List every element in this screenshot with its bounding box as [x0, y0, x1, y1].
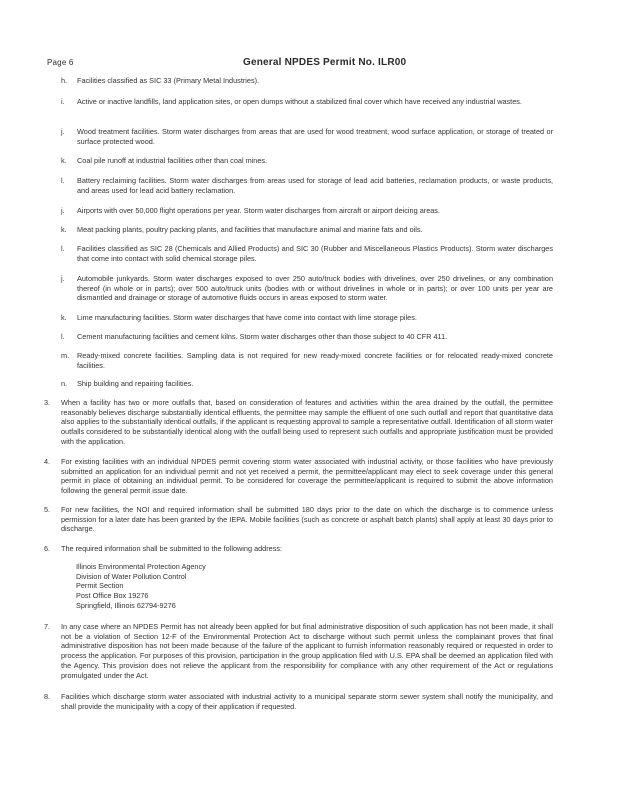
list-item-text: Airports with over 50,000 flight operations per year. Storm water discharges from aircraft or airport deicing areas. — [77, 206, 440, 215]
list-item-label: k. — [61, 313, 67, 322]
list-item-label: h. — [61, 76, 68, 85]
numbered-item-text: For new facilities, the NOI and required information shall be submitted 180 days prior to the date on which the discharge is to commence unless permission for a later date has been granted by the IEPA. Mobile facilities (such as concrete or asphalt batch plants) shall apply at least 30 days prior to discharge. — [61, 505, 553, 534]
address-line: Illinois Environmental Protection Agency — [76, 562, 206, 571]
list-item-label: j. — [61, 206, 65, 215]
list-item-label: k. — [61, 225, 67, 234]
list-item-text: Active or inactive landfills, land application sites, or open dumps without a stabilized final cover which have received any industrial wastes. — [77, 97, 522, 106]
numbered-item-label: 6. — [44, 544, 51, 553]
address-line: Springfield, Illinois 62794-9276 — [76, 600, 176, 610]
address-line: Division of Water Pollution Control — [76, 571, 187, 581]
list-item-label: l. — [61, 176, 65, 185]
list-item-label: l. — [61, 244, 65, 253]
list-item-text: Lime manufacturing facilities. Storm water discharges that have come into contact with lime storage piles. — [77, 313, 417, 322]
numbered-item-label: 7. — [44, 622, 51, 631]
list-item-label: j. — [61, 274, 65, 283]
list-item-text: Facilities classified as SIC 33 (Primary Metal Industries). — [77, 76, 260, 85]
numbered-item-label: 8. — [44, 692, 51, 701]
address-line: Post Office Box 19276 — [76, 591, 149, 601]
address-line: Permit Section — [76, 581, 124, 591]
numbered-item-label: 3. — [44, 398, 51, 407]
list-item-label: k. — [61, 156, 67, 165]
mailing-address — [76, 562, 206, 611]
list-item-text: Wood treatment facilities. Storm water discharges from areas that are used for wood treatment, wood surface application, or storage of treated or surface protected wood. — [77, 127, 553, 146]
numbered-item-text: In any case where an NPDES Permit has not already been applied for but final administrative disposition of such application has not been made, it shall not be a violation of Section 12-F of the Environmental Protection Act to discharge without such permit unless the complainant proves that final administrative disposition has not been made because of the failure of the applicant to furnish information reasonably required or requested in order to process the application. For purposes of this provision, participation in the group application filed with U.S. EPA shall be deemed an application filed with the Agency. This provision does not relieve the applicant from the responsibility for compliance with any other requirement of the Act or regulations promulgated under the Act. — [61, 622, 553, 680]
numbered-item-label: 5. — [44, 505, 51, 514]
list-item-text: Coal pile runoff at industrial facilities other than coal mines. — [77, 156, 268, 165]
list-item-text: Battery reclaiming facilities. Storm water discharges from areas used for storage of lead acid batteries, reclamation products, or waste products, and areas used for lead acid battery reclamation. — [77, 176, 553, 195]
numbered-item-text: For existing facilities with an individual NPDES permit covering storm water associated with industrial activity, or those facilities who have previously submitted an application for an individual permit and not yet received a permit, the permittee/applicant may elect to seek coverage under this general permit in place of obtaining an individual permit. To be considered for coverage the permittee/applicant is required to submit the above information following the general permit issue date. — [61, 457, 553, 496]
numbered-item-label: 4. — [44, 457, 51, 466]
page-number: Page 6 — [47, 58, 74, 67]
list-item-label: l. — [61, 332, 65, 341]
list-item-text: Ready-mixed concrete facilities. Sampling data is not required for new ready-mixed concrete facilities or for relocated ready-mixed concrete facilities. — [77, 351, 553, 370]
list-item-text: Automobile junkyards. Storm water discharges exposed to over 250 auto/truck bodies with drivelines, over 250 drivelines, or any combination thereof (in whole or in parts); over 500 auto/truck units (bodies with or without drivelines in whole or in parts); or over 100 units per year are dismantled and drainage or storage of automotive fluids occurs in areas exposed to storm water. — [77, 274, 553, 303]
list-item-label: j. — [61, 127, 65, 136]
list-item-text: Ship building and repairing facilities. — [77, 379, 194, 388]
numbered-item-text: Facilities which discharge storm water associated with industrial activity to a municipal separate storm sewer system shall notify the municipality, and shall provide the municipality with a copy of their application if requested. — [61, 692, 553, 711]
permit-title: General NPDES Permit No. ILR00 — [243, 57, 407, 68]
list-item-label: n. — [61, 379, 68, 388]
list-item-label: m. — [61, 351, 70, 360]
numbered-item-text: The required information shall be submitted to the following address: — [61, 544, 283, 553]
list-item-text: Meat packing plants, poultry packing plants, and facilities that manufacture animal and marine fats and oils. — [77, 225, 423, 234]
numbered-item-text: When a facility has two or more outfalls that, based on consideration of features and activities within the area drained by the outfall, the permittee reasonably believes discharge substantially identical effluents, the permittee may sample the effluent of one such outfall and report that quantitative data also applies to the substantially identical outfalls, if the applicant is requesting approval to sample a representative outfall. Identification of all storm water outfalls considered to be substantially identical along with the outfall being used to represent such outfalls and appropriate justification must be provided with the application. — [61, 398, 553, 446]
list-item-text: Cement manufacturing facilities and cement kilns. Storm water discharges other than those subject to 40 CFR 411. — [77, 332, 448, 341]
list-item-text: Facilities classified as SIC 28 (Chemicals and Allied Products) and SIC 30 (Rubber and Miscellaneous Plastics Products). Storm water discharges that come into contact with solid chemical storage piles. — [77, 244, 553, 263]
list-item-label: i. — [61, 97, 65, 106]
